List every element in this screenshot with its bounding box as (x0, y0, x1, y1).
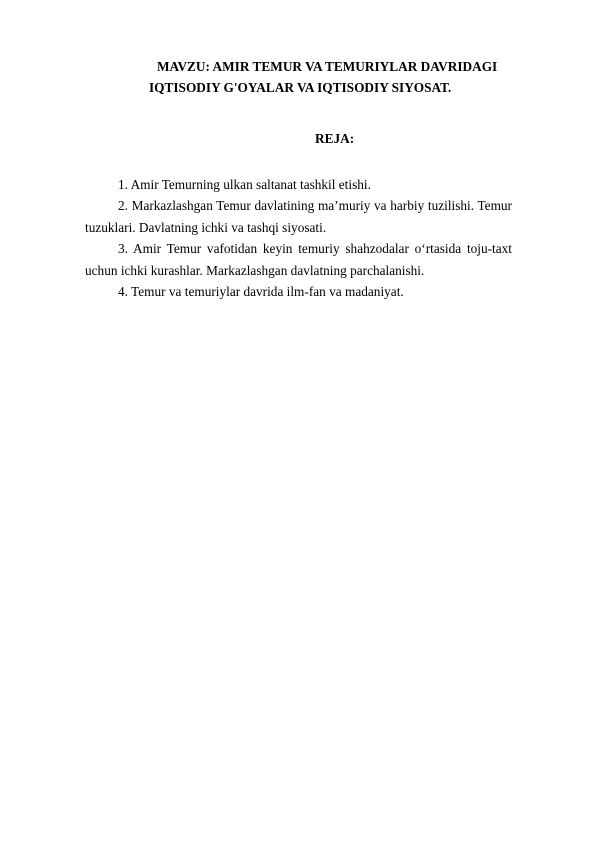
plan-list (85, 174, 512, 302)
plan-item-3: 3. Amir Temur vafotidan keyin temuriy shahzodalar o‘rtasida toju-taxt uchun ichki kurashlar. Markazlashgan davlatning parchalanishi. (85, 241, 512, 278)
title-line-2: IQTISODIY G'OYALAR VA IQTISODIY SIYOSAT. (149, 80, 452, 95)
plan-item-1: 1. Amir Temurning ulkan saltanat tashkil etishi. (118, 177, 371, 192)
plan-item-4: 4. Temur va temuriylar davrida ilm-fan va madaniyat. (118, 284, 404, 300)
title-line-1: MAVZU: AMIR TEMUR VA TEMURIYLAR DAVRIDAGI (157, 59, 498, 74)
plan-heading: REJA: (315, 131, 355, 146)
plan-item-2: 2. Markazlashgan Temur davlatining ma’muriy va harbiy tuzilishi. Temur tuzuklari. Davlatning ichki va tashqi siyosati. (85, 198, 512, 235)
